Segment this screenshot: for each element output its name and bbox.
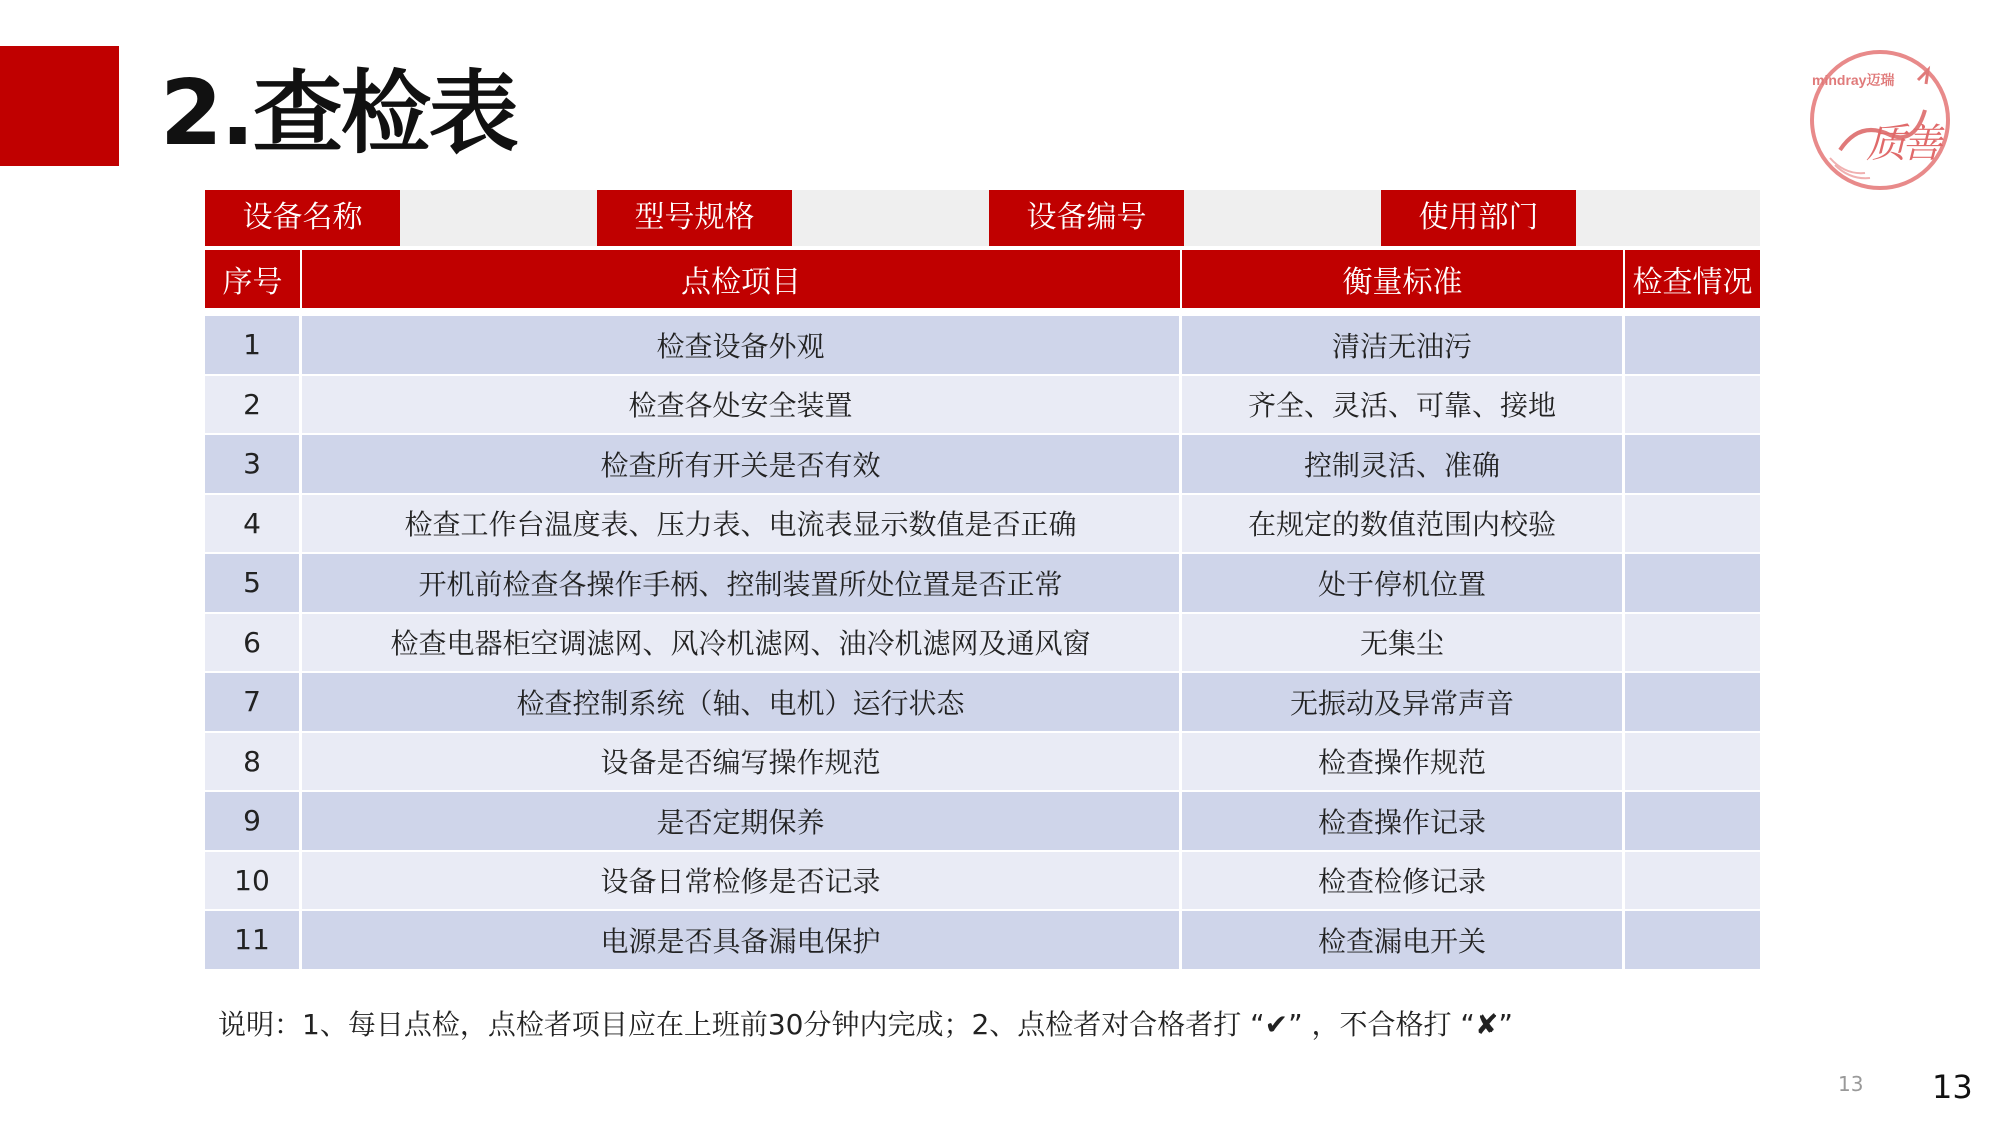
cell-item: 检查控制系统（轴、电机）运行状态: [302, 673, 1182, 731]
logo-calligraphy: 质善: [1866, 121, 1938, 167]
cell-standard: 检查操作记录: [1182, 792, 1625, 850]
cell-no: 11: [205, 911, 302, 969]
cell-check[interactable]: [1625, 852, 1760, 910]
cell-no: 1: [205, 316, 302, 374]
cell-standard: 检查漏电开关: [1182, 911, 1625, 969]
cell-standard: 清洁无油污: [1182, 316, 1625, 374]
cell-check[interactable]: [1625, 673, 1760, 731]
cell-no: 3: [205, 435, 302, 493]
cell-standard: 控制灵活、准确: [1182, 435, 1625, 493]
table-row: [205, 671, 1760, 731]
cell-item: 检查电器柜空调滤网、风冷机滤网、油冷机滤网及通风窗: [302, 614, 1182, 672]
cell-check[interactable]: [1625, 733, 1760, 791]
cell-item: 设备日常检修是否记录: [302, 852, 1182, 910]
cell-item: 是否定期保养: [302, 792, 1182, 850]
cell-no: 5: [205, 554, 302, 612]
cell-no: 8: [205, 733, 302, 791]
cell-check[interactable]: [1625, 376, 1760, 434]
table-row: [205, 433, 1760, 493]
cell-check[interactable]: [1625, 495, 1760, 553]
table-row: [205, 552, 1760, 612]
device-number-label: 设备编号: [989, 190, 1184, 246]
cell-no: 4: [205, 495, 302, 553]
cell-check[interactable]: [1625, 614, 1760, 672]
logo-brand-text: mindray迈瑞: [1812, 72, 1895, 88]
table-row: [205, 731, 1760, 791]
cell-item: 设备是否编写操作规范: [302, 733, 1182, 791]
mindray-logo: [1800, 40, 1960, 200]
table-row: [205, 493, 1760, 553]
cell-check[interactable]: [1625, 792, 1760, 850]
cell-item: 检查所有开关是否有效: [302, 435, 1182, 493]
device-name-label: 设备名称: [205, 190, 400, 246]
cell-item: 检查各处安全装置: [302, 376, 1182, 434]
cell-standard: 检查操作规范: [1182, 733, 1625, 791]
cell-item: 检查设备外观: [302, 316, 1182, 374]
table-row: [205, 790, 1760, 850]
device-info-row: [205, 190, 1760, 246]
table-header: [205, 250, 1760, 308]
model-spec-label: 型号规格: [597, 190, 792, 246]
cell-standard: 处于停机位置: [1182, 554, 1625, 612]
cell-no: 10: [205, 852, 302, 910]
cell-standard: 齐全、灵活、可靠、接地: [1182, 376, 1625, 434]
cell-no: 6: [205, 614, 302, 672]
header-standard: 衡量标准: [1182, 250, 1625, 308]
cell-check[interactable]: [1625, 554, 1760, 612]
cell-standard: 检查检修记录: [1182, 852, 1625, 910]
cell-standard: 无振动及异常声音: [1182, 673, 1625, 731]
cell-standard: 无集尘: [1182, 614, 1625, 672]
accent-block: [0, 46, 119, 166]
cell-item: 电源是否具备漏电保护: [302, 911, 1182, 969]
page-number-small: 13: [1838, 1072, 1864, 1096]
cell-standard: 在规定的数值范围内校验: [1182, 495, 1625, 553]
table-row: [205, 612, 1760, 672]
page-number: 13: [1932, 1068, 1973, 1106]
slide-title: 2.查检表: [160, 61, 517, 166]
table-row: [205, 850, 1760, 910]
table-row: [205, 314, 1760, 374]
cell-check[interactable]: [1625, 316, 1760, 374]
header-check: 检查情况: [1632, 265, 1753, 300]
cell-item: 检查工作台温度表、压力表、电流表显示数值是否正确: [302, 495, 1182, 553]
cell-no: 7: [205, 673, 302, 731]
table-row: [205, 909, 1760, 969]
header-no: 序号: [205, 250, 302, 308]
explanation-note: 说明：1、每日点检，点检者项目应在上班前30分钟内完成；2、点检者对合格者打 “✔” ，不合格打 “✘”: [218, 1008, 1513, 1041]
header-item: 点检项目: [302, 250, 1182, 308]
inspection-table: [205, 250, 1760, 969]
cell-no: 9: [205, 792, 302, 850]
cell-check[interactable]: [1625, 911, 1760, 969]
cell-item: 开机前检查各操作手柄、控制装置所处位置是否正常: [302, 554, 1182, 612]
cell-check[interactable]: [1625, 435, 1760, 493]
cell-no: 2: [205, 376, 302, 434]
table-row: [205, 374, 1760, 434]
department-label: 使用部门: [1381, 190, 1576, 246]
